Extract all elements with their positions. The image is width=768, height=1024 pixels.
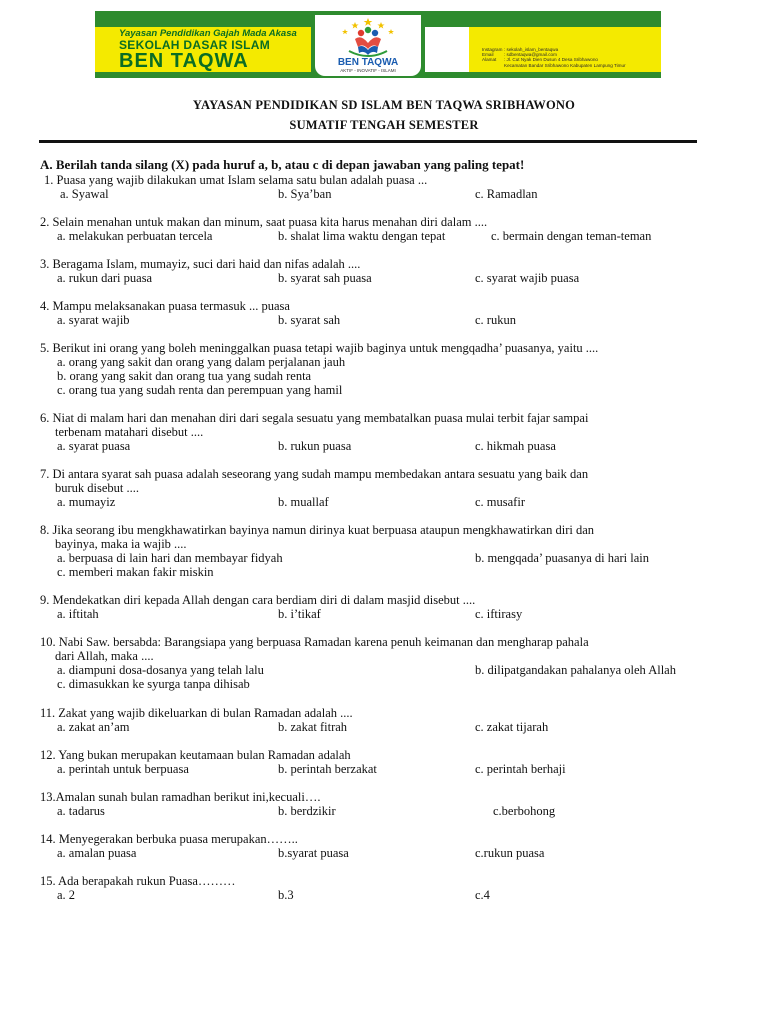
option-a: a. tadarus: [57, 804, 105, 818]
option-a: a. rukun dari puasa: [57, 271, 153, 285]
options-row: [40, 607, 730, 621]
school-name-line1: SEKOLAH DASAR ISLAM: [119, 38, 271, 52]
options-row: [40, 888, 730, 902]
question-8: [40, 523, 730, 579]
option-b: b. syarat sah puasa: [278, 271, 372, 285]
school-name-line2: BEN TAQWA: [119, 50, 249, 72]
question-text: 6. Niat di malam hari dan menahan diri dari segala sesuatu yang membatalkan puasa mulai terbit fajar sampai: [40, 411, 589, 425]
instruction: A. Berilah tanda silang (X) pada huruf a, b, atau c di depan jawaban yang paling tepat!: [40, 157, 525, 172]
option-b: b. Sya’ban: [278, 187, 332, 201]
question-text: 9. Mendekatkan diri kepada Allah dengan cara berdiam diri di dalam masjid disebut ....: [40, 593, 476, 607]
option-c: c.rukun puasa: [475, 846, 545, 860]
question-12: [40, 748, 730, 776]
option-a: a. perintah untuk berpuasa: [57, 762, 189, 776]
option-a: a. iftitah: [57, 607, 99, 621]
question-4: [40, 299, 730, 327]
question-14: [40, 832, 730, 860]
title-divider: [39, 140, 697, 143]
option-b: b. mengqada’ puasanya di hari lain: [475, 551, 650, 565]
option-c: c. Ramadlan: [475, 187, 538, 201]
question-text: 14. Menyegerakan berbuka puasa merupakan……..: [40, 832, 298, 846]
question-text: 2. Selain menahan untuk makan dan minum, saat puasa kita harus menahan diri dalam ....: [40, 215, 488, 229]
school-logo: [315, 15, 421, 76]
options-row: [40, 720, 730, 734]
option-c: c.4: [475, 888, 490, 902]
options-row: [40, 762, 730, 776]
question-text: 4. Mampu melaksanakan puasa termasuk ... puasa: [40, 299, 290, 313]
option-a: a. Syawal: [60, 187, 109, 201]
options-row: [40, 663, 730, 677]
option-b: b. rukun puasa: [278, 439, 352, 453]
option-c: c. musafir: [475, 495, 525, 509]
contact-value: : sekolah_islam_bentaqwa: [504, 47, 559, 52]
question-3: [40, 257, 730, 285]
options-row: [40, 804, 730, 818]
option-b: b. zakat fitrah: [278, 720, 348, 734]
contact-key: Instagram: [482, 47, 503, 52]
logo-motto: AKTIF - INOVATIF - ISLAMI: [340, 68, 396, 73]
school-logo-icon: [325, 17, 411, 59]
question-text: 5. Berikut ini orang yang boleh meninggalkan puasa tetapi wajib baginya untuk mengqadha’ puasanya, yaitu ....: [40, 341, 599, 355]
options-row: [40, 271, 730, 285]
option-c: c.berbohong: [493, 804, 556, 818]
foundation-name: Yayasan Pendidikan Gajah Mada Akasa: [119, 28, 297, 39]
contact-key: Email: [482, 52, 494, 58]
options-row: [40, 439, 730, 453]
contact-value: Kecamatan Bandar Sribhawono Kabupaten Lampung Timur: [504, 62, 626, 68]
option-b: b. perintah berzakat: [278, 762, 377, 776]
school-logo-frame: [311, 11, 425, 78]
option-b: b. berdzikir: [278, 804, 336, 818]
question-text: 3. Beragama Islam, mumayiz, suci dari haid dan nifas adalah ....: [40, 257, 361, 271]
option-c: c. iftirasy: [475, 607, 523, 621]
question-text: 13.Amalan sunah bulan ramadhan berikut ini,kecuali….: [40, 790, 321, 804]
option-a: a. syarat wajib: [57, 313, 130, 327]
contact-info: [482, 47, 626, 68]
contact-value: : sdbentaqwa@gmail.com: [504, 52, 557, 58]
options-row: [40, 495, 730, 509]
contact-value: : Jl. Cut Nyak Dien Dusun 4 Desa Sribhawono: [504, 57, 598, 63]
option-c: c. syarat wajib puasa: [475, 271, 580, 285]
question-text: 12. Yang bukan merupakan keutamaan bulan Ramadan adalah: [40, 748, 351, 762]
option-c: c. perintah berhaji: [475, 762, 566, 776]
option-a: a. zakat an’am: [57, 720, 130, 734]
option-a: a. orang yang sakit dan orang yang dalam perjalanan jauh: [57, 355, 346, 369]
option-a: a. mumayiz: [57, 495, 116, 509]
option-b: b. orang yang sakit dan orang tua yang sudah renta: [57, 369, 312, 383]
question-text-continued: buruk disebut ....: [55, 481, 140, 495]
option-c: c. bermain dengan teman-teman: [491, 229, 652, 243]
question-text: 11. Zakat yang wajib dikeluarkan di bulan Ramadan adalah ....: [40, 706, 353, 720]
option-b: b. syarat sah: [278, 313, 341, 327]
question-1: [40, 173, 730, 201]
option-c: c. zakat tijarah: [475, 720, 549, 734]
options-row: [40, 846, 730, 860]
options-row: [40, 229, 730, 243]
question-13: [40, 790, 730, 818]
question-text: 15. Ada berapakah rukun Puasa………: [40, 874, 236, 888]
option-c: c. memberi makan fakir miskin: [57, 565, 214, 579]
document-subtitle: SUMATIF TENGAH SEMESTER: [289, 118, 479, 132]
option-a: a. diampuni dosa-dosanya yang telah lalu: [57, 663, 264, 677]
question-text: 10. Nabi Saw. bersabda: Barangsiapa yang berpuasa Ramadan karena penuh keimanan dan mengharap pahala: [40, 635, 589, 649]
document-title: YAYASAN PENDIDIKAN SD ISLAM BEN TAQWA SRIBHAWONO: [192, 98, 576, 112]
option-a: a. berpuasa di lain hari dan membayar fidyah: [57, 551, 283, 565]
option-b: b. muallaf: [278, 495, 329, 509]
logo-name: BEN TAQWA: [337, 57, 399, 68]
question-text: 8. Jika seorang ibu mengkhawatirkan bayinya namun dirinya kuat berpuasa ataupun mengkhawatirkan diri dan: [40, 523, 594, 537]
option-b: b. dilipatgandakan pahalanya oleh Allah: [475, 663, 676, 677]
option-c: c. rukun: [475, 313, 516, 327]
option-b: b. shalat lima waktu dengan tepat: [278, 229, 446, 243]
question-text: 1. Puasa yang wajib dilakukan umat Islam selama satu bulan adalah puasa ...: [44, 173, 428, 187]
option-b: b. i’tikaf: [278, 607, 321, 621]
option-a: a. 2: [57, 888, 76, 902]
question-text-continued: dari Allah, maka ....: [55, 649, 154, 663]
option-c: c. dimasukkan ke syurga tanpa dihisab: [57, 677, 250, 691]
question-6: [40, 411, 730, 453]
question-text: 7. Di antara syarat sah puasa adalah seseorang yang sudah mampu membedakan antara sesuatu yang baik dan: [40, 467, 589, 481]
option-c: c. hikmah puasa: [475, 439, 556, 453]
question-2: [40, 215, 730, 243]
contact-key: [482, 63, 504, 68]
question-7: [40, 467, 730, 509]
question-5: [40, 341, 730, 397]
contact-row: [482, 63, 626, 68]
question-15: [40, 874, 730, 902]
options-row: [40, 313, 730, 327]
question-text-continued: bayinya, maka ia wajib ....: [55, 537, 187, 551]
options-row: [40, 551, 730, 565]
option-a: a. melakukan perbuatan tercela: [57, 229, 213, 243]
option-b: b.3: [278, 888, 294, 902]
contact-key: Alamat: [482, 57, 497, 63]
question-11: [40, 706, 730, 734]
question-10: [40, 635, 730, 691]
option-c: c. orang tua yang sudah renta dan perempuan yang hamil: [57, 383, 343, 397]
option-b: b.syarat puasa: [278, 846, 349, 860]
option-a: a. amalan puasa: [57, 846, 137, 860]
option-a: a. syarat puasa: [57, 439, 131, 453]
options-row: [40, 187, 730, 201]
question-text-continued: terbenam matahari disebut ....: [55, 425, 204, 439]
question-9: [40, 593, 730, 621]
